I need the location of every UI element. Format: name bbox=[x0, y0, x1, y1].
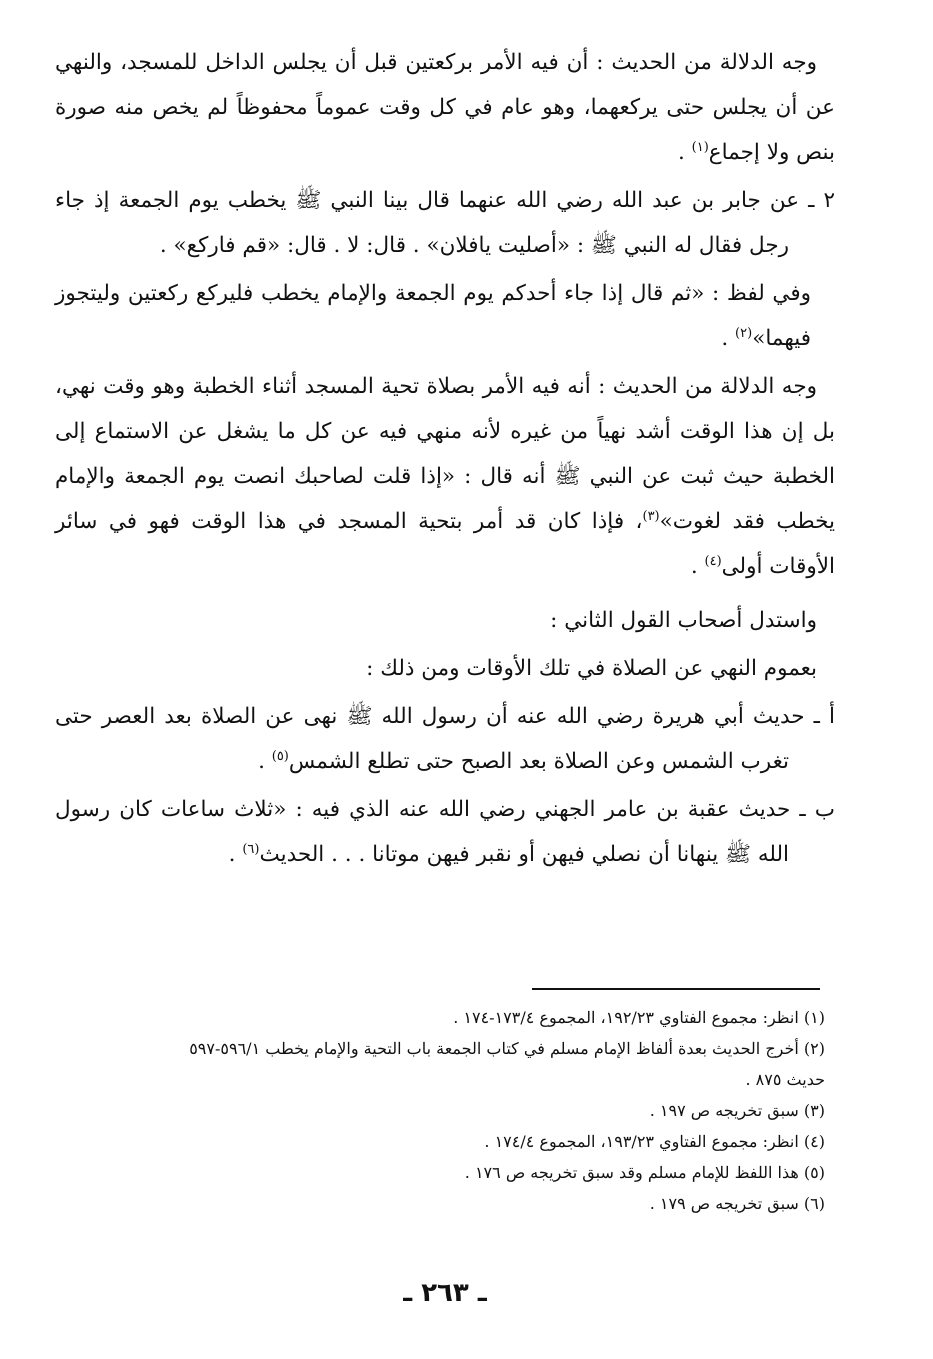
footnote-ref-6: (٦) bbox=[242, 841, 260, 857]
footnote-ref-3: (٣) bbox=[642, 508, 660, 524]
paragraph-other-wording bbox=[55, 271, 835, 361]
book-page bbox=[55, 40, 835, 1340]
paragraph-end: . bbox=[721, 326, 736, 351]
paragraph-text-mid: ، فإذا كان قد أمر بتحية المسجد في هذا الوقت فهو في سائر الأوقات أولى bbox=[55, 509, 835, 579]
paragraph-end: . bbox=[258, 749, 272, 774]
paragraph-text: ٢ ـ عن جابر بن عبد الله رضي الله عنهما قال بينا النبي ﷺ يخطب يوم الجمعة إذ جاء رجل فقال له النبي ﷺ : «أصليت يافلان» . قال: لا . قال: «قم فاركع» . bbox=[55, 188, 835, 258]
page-number: ـ ٢٦٣ ـ bbox=[403, 1278, 487, 1308]
paragraph-end: . bbox=[690, 554, 705, 579]
paragraph-hadith-b bbox=[55, 787, 835, 877]
paragraph-text: وجه الدلالة من الحديث : أن فيه الأمر بركعتين قبل أن يجلس الداخل للمسجد، والنهي عن أن يجلس حتى يركعهما، وهو عام في كل وقت عموماً محفوظاً لم يخص منه صورة بنص ولا إجماع bbox=[55, 50, 835, 165]
paragraph-hadith-2 bbox=[55, 178, 835, 268]
footnote-separator bbox=[532, 988, 820, 990]
footnote-3: (٣) سبق تخريجه ص ١٩٧ . bbox=[649, 1101, 825, 1120]
paragraph-text: أ ـ حديث أبي هريرة رضي الله عنه أن رسول الله ﷺ نهى عن الصلاة بعد العصر حتى تغرب الشمس وعن الصلاة بعد الصبح حتى تطلع الشمس bbox=[55, 704, 835, 774]
paragraph-text: وفي لفظ : «ثم قال إذا جاء أحدكم يوم الجمعة والإمام يخطب فليركع ركعتين وليتجوز فيهما» bbox=[55, 281, 811, 351]
paragraph-text: بعموم النهي عن الصلاة في تلك الأوقات ومن ذلك : bbox=[366, 656, 817, 681]
footnotes-section bbox=[55, 1002, 835, 1219]
paragraph-general-prohibition bbox=[55, 646, 835, 691]
paragraph-end: . bbox=[228, 842, 243, 867]
paragraph-evidence-2 bbox=[55, 364, 835, 589]
footnote-5: (٥) هذا اللفظ للإمام مسلم وقد سبق تخريجه ص ١٧٦ . bbox=[464, 1163, 825, 1182]
main-text bbox=[55, 40, 835, 877]
footnote-4: (٤) انظر: مجموع الفتاوي ١٩٣/٢٣، المجموع ١٧٤/٤ . bbox=[484, 1132, 825, 1151]
footnote-2: (٢) أخرج الحديث بعدة ألفاظ الإمام مسلم في كتاب الجمعة باب التحية والإمام يخطب ٥٩٦/١-٥٩٧ bbox=[189, 1039, 825, 1058]
paragraph-text: واستدل أصحاب القول الثاني : bbox=[550, 608, 817, 633]
footnote-6: (٦) سبق تخريجه ص ١٧٩ . bbox=[649, 1194, 825, 1213]
footnote-ref-2: (٢) bbox=[735, 325, 753, 341]
footnote-2-continuation: حديث ٨٧٥ . bbox=[745, 1070, 825, 1089]
paragraph-evidence-1 bbox=[55, 40, 835, 175]
paragraph-text: ب ـ حديث عقبة بن عامر الجهني رضي الله عنه الذي فيه : «ثلاث ساعات كان رسول الله ﷺ ينهانا أن نصلي فيهن أو نقبر فيهن موتانا . . . الحديث bbox=[55, 797, 835, 867]
footnote-ref-5: (٥) bbox=[271, 748, 289, 764]
footnote-1: (١) انظر: مجموع الفتاوي ١٩٢/٢٣، المجموع ١٧٣/٤-١٧٤ . bbox=[453, 1008, 825, 1027]
footnote-ref-4: (٤) bbox=[704, 553, 722, 569]
paragraph-end: . bbox=[677, 140, 692, 165]
footnote-ref-1: (١) bbox=[691, 139, 709, 155]
paragraph-hadith-a bbox=[55, 694, 835, 784]
paragraph-text: وجه الدلالة من الحديث : أنه فيه الأمر بصلاة تحية المسجد أثناء الخطبة وهو وقت نهي، بل إن هذا الوقت أشد نهياً من غيره لأنه منهي فيه عن كل ما يشغل عن الاستماع إلى الخطبة حيث ثبت عن النبي ﷺ أنه قال : «إذا قلت لصاحبك انصت يوم الجمعة والإمام يخطب فقد لغوت» bbox=[55, 374, 835, 534]
paragraph-second-opinion bbox=[55, 598, 835, 643]
